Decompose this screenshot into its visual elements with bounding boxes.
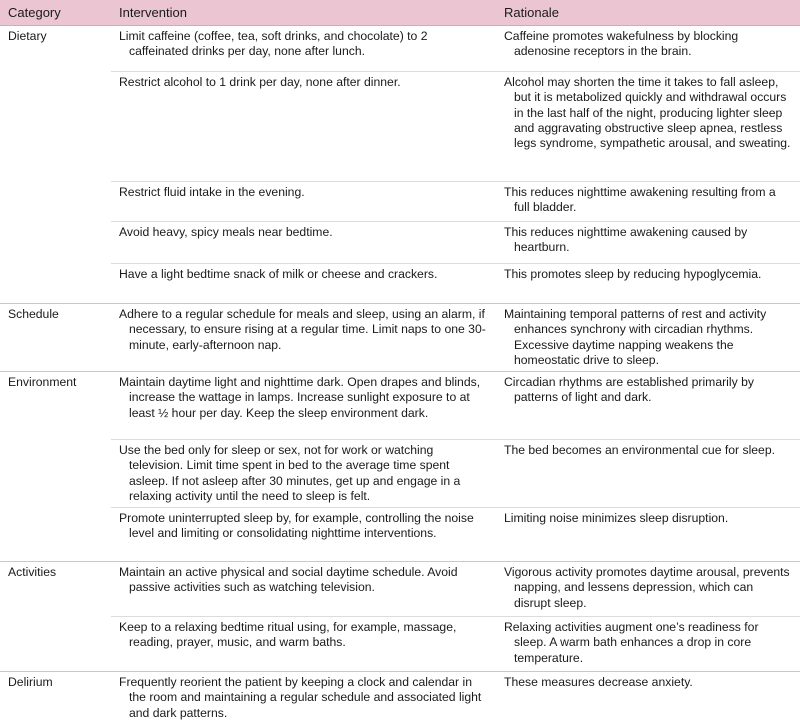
intervention-cell bbox=[111, 672, 496, 725]
header-intervention: Intervention bbox=[111, 0, 496, 26]
intervention-cell bbox=[111, 562, 496, 617]
category-cell bbox=[0, 617, 111, 672]
rationale-text: Maintaining temporal patterns of rest and activity enhances synchrony with circadian rhythms. Excessive daytime napping weakens the homeostatic drive to sleep. bbox=[504, 307, 792, 368]
rationale-cell bbox=[496, 222, 800, 264]
category-cell: Delirium bbox=[0, 672, 111, 725]
intervention-text: Frequently reorient the patient by keeping a clock and calendar in the room and maintaining a regular schedule and associated light and dark patterns. bbox=[119, 675, 488, 721]
rationale-text: Caffeine promotes wakefulness by blocking adenosine receptors in the brain. bbox=[504, 29, 792, 60]
intervention-cell bbox=[111, 304, 496, 372]
rationale-cell bbox=[496, 440, 800, 508]
rationale-cell bbox=[496, 617, 800, 672]
category-cell bbox=[0, 182, 111, 222]
category-cell bbox=[0, 264, 111, 304]
intervention-text: Maintain daytime light and nighttime dark. Open drapes and blinds, increase the wattage in lamps. Increase sunlight exposure to at least ½ hour per day. Keep the sleep environment dark. bbox=[119, 375, 488, 421]
rationale-text: Vigorous activity promotes daytime arousal, prevents napping, and lessens depression, which can disrupt sleep. bbox=[504, 565, 792, 611]
category-cell: Dietary bbox=[0, 26, 111, 72]
rationale-cell bbox=[496, 26, 800, 72]
intervention-text: Avoid heavy, spicy meals near bedtime. bbox=[119, 225, 488, 240]
category-cell bbox=[0, 72, 111, 182]
category-cell bbox=[0, 508, 111, 562]
intervention-cell bbox=[111, 222, 496, 264]
category-cell bbox=[0, 222, 111, 264]
table-row bbox=[0, 72, 800, 182]
intervention-cell bbox=[111, 182, 496, 222]
rationale-text: These measures decrease anxiety. bbox=[504, 675, 792, 690]
category-cell: Environment bbox=[0, 372, 111, 440]
table-row bbox=[0, 264, 800, 304]
category-cell: Schedule bbox=[0, 304, 111, 372]
intervention-cell bbox=[111, 372, 496, 440]
rationale-cell bbox=[496, 182, 800, 222]
header-category: Category bbox=[0, 0, 111, 26]
rationale-text: This reduces nighttime awakening caused by heartburn. bbox=[504, 225, 792, 256]
intervention-text: Maintain an active physical and social daytime schedule. Avoid passive activities such as watching television. bbox=[119, 565, 488, 596]
rationale-cell bbox=[496, 304, 800, 372]
rationale-cell bbox=[496, 672, 800, 725]
intervention-text: Promote uninterrupted sleep by, for example, controlling the noise level and limiting or consolidating nighttime interventions. bbox=[119, 511, 488, 542]
intervention-cell bbox=[111, 508, 496, 562]
intervention-text: Have a light bedtime snack of milk or cheese and crackers. bbox=[119, 267, 488, 282]
intervention-text: Limit caffeine (coffee, tea, soft drinks, and chocolate) to 2 caffeinated drinks per day, none after lunch. bbox=[119, 29, 488, 60]
header-rationale: Rationale bbox=[496, 0, 800, 26]
intervention-text: Restrict alcohol to 1 drink per day, none after dinner. bbox=[119, 75, 488, 90]
category-cell: Activities bbox=[0, 562, 111, 617]
table-row bbox=[0, 440, 800, 508]
intervention-text: Use the bed only for sleep or sex, not for work or watching television. Limit time spent in bed to the average time spent asleep. If not asleep after 30 minutes, get up and engage in a relaxing activity until the need to sleep is felt. bbox=[119, 443, 488, 504]
rationale-cell bbox=[496, 72, 800, 182]
table-header-row bbox=[0, 0, 800, 26]
rationale-text: Limiting noise minimizes sleep disruption. bbox=[504, 511, 792, 526]
table-row bbox=[0, 372, 800, 440]
table-row bbox=[0, 562, 800, 617]
intervention-text: Keep to a relaxing bedtime ritual using, for example, massage, reading, prayer, music, and warm baths. bbox=[119, 620, 488, 651]
table-row bbox=[0, 617, 800, 672]
category-cell bbox=[0, 440, 111, 508]
intervention-text: Adhere to a regular schedule for meals and sleep, using an alarm, if necessary, to ensure rising at a regular time. Limit naps to one 30-minute, early-afternoon nap. bbox=[119, 307, 488, 353]
intervention-cell bbox=[111, 72, 496, 182]
rationale-cell bbox=[496, 508, 800, 562]
intervention-cell bbox=[111, 264, 496, 304]
rationale-text: This reduces nighttime awakening resulting from a full bladder. bbox=[504, 185, 792, 216]
rationale-text: Circadian rhythms are established primarily by patterns of light and dark. bbox=[504, 375, 792, 406]
intervention-cell bbox=[111, 440, 496, 508]
table-row bbox=[0, 26, 800, 72]
intervention-cell bbox=[111, 617, 496, 672]
rationale-text: Relaxing activities augment one’s readiness for sleep. A warm bath enhances a drop in core temperature. bbox=[504, 620, 792, 666]
rationale-text: This promotes sleep by reducing hypoglycemia. bbox=[504, 267, 792, 282]
rationale-cell bbox=[496, 562, 800, 617]
intervention-text: Restrict fluid intake in the evening. bbox=[119, 185, 488, 200]
rationale-cell bbox=[496, 372, 800, 440]
rationale-cell bbox=[496, 264, 800, 304]
table-row bbox=[0, 222, 800, 264]
intervention-cell bbox=[111, 26, 496, 72]
rationale-text: Alcohol may shorten the time it takes to fall asleep, but it is metabolized quickly and withdrawal occurs in the last half of the night, producing lighter sleep and aggravating obstructive sleep apnea, restless legs syndrome, sympathetic arousal, and sweating. bbox=[504, 75, 792, 151]
table-row bbox=[0, 304, 800, 372]
table-row bbox=[0, 508, 800, 562]
rationale-text: The bed becomes an environmental cue for sleep. bbox=[504, 443, 792, 458]
table-row bbox=[0, 672, 800, 725]
table-row bbox=[0, 182, 800, 222]
